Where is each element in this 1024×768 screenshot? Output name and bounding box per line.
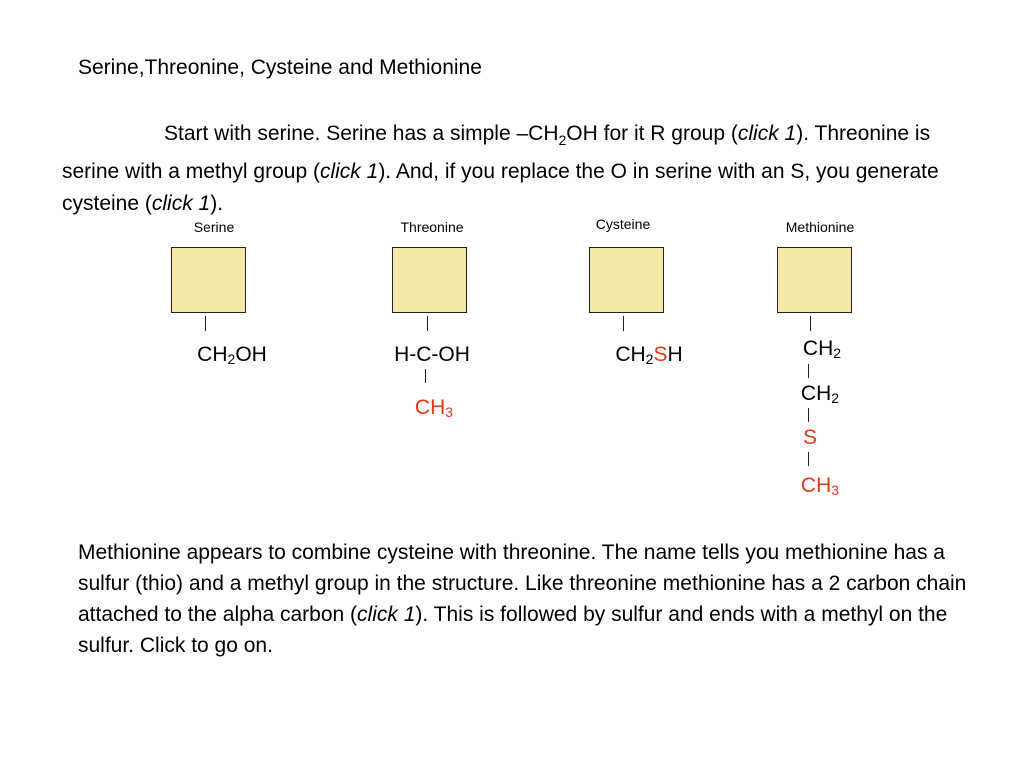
serine-r-group: $CH_2OH$	[197, 343, 267, 367]
threonine-bond	[427, 316, 428, 331]
threonine-label: Threonine	[400, 219, 464, 235]
cysteine-bond	[623, 316, 624, 331]
cysteine-label: Cysteine	[595, 216, 651, 232]
serine-label: Serine	[193, 219, 235, 235]
methionine-ch2-1: $CH_2$	[802, 337, 842, 361]
intro-click-3: click 1	[151, 192, 211, 216]
methionine-bond-3	[808, 408, 809, 422]
intro-click-1: click 1	[737, 122, 797, 145]
outro-text-2: ). This is followed by sulfur and ends with a methyl on the sulfur. Click to go on.	[78, 603, 948, 657]
cysteine-r-group: $CH_2SH$	[615, 343, 683, 367]
serine-backbone-box	[171, 247, 246, 313]
intro-sub: 2	[558, 132, 567, 149]
methionine-sulfur: S	[802, 426, 818, 449]
methionine-label: Methionine	[785, 219, 855, 235]
intro-text-3: ). Threonine is serine with a methyl group (	[62, 122, 931, 184]
methionine-bond-1	[810, 316, 811, 331]
methionine-ch2-2: $CH_2$	[800, 382, 840, 406]
intro-text-4: ). And, if you replace the O in serine with an S, you generate cysteine (	[62, 160, 939, 216]
methionine-bond-4	[808, 452, 809, 466]
outro-click: click 1	[357, 603, 416, 626]
intro-text-1: Start with serine. Serine has a simple –CH	[164, 122, 559, 145]
intro-click-2: click 1	[319, 160, 379, 184]
threonine-methyl: $CH_3$	[414, 396, 454, 420]
cysteine-backbone-box	[589, 247, 664, 313]
intro-text-2: OH for it R group (	[566, 122, 738, 145]
threonine-methyl-bond	[425, 369, 426, 383]
slide-title: Serine,Threonine, Cysteine and Methionine	[78, 56, 482, 79]
outro-paragraph	[78, 537, 978, 661]
threonine-r-group: H-C-OH	[394, 343, 470, 366]
intro-paragraph	[62, 118, 992, 220]
methionine-methyl: $CH_3$	[800, 474, 840, 498]
outro-text-1: Methionine appears to combine cysteine with threonine. The name tells you methionine has a sulfur (thio) and a methyl group in the structure. Like threonine methionine has a 2 carbon chain attached to the alpha carbon (	[78, 541, 967, 626]
methionine-bond-2	[808, 364, 809, 378]
methionine-backbone-box	[777, 247, 852, 313]
intro-text-5: ).	[210, 192, 224, 216]
serine-bond	[205, 316, 206, 331]
threonine-backbone-box	[392, 247, 467, 313]
